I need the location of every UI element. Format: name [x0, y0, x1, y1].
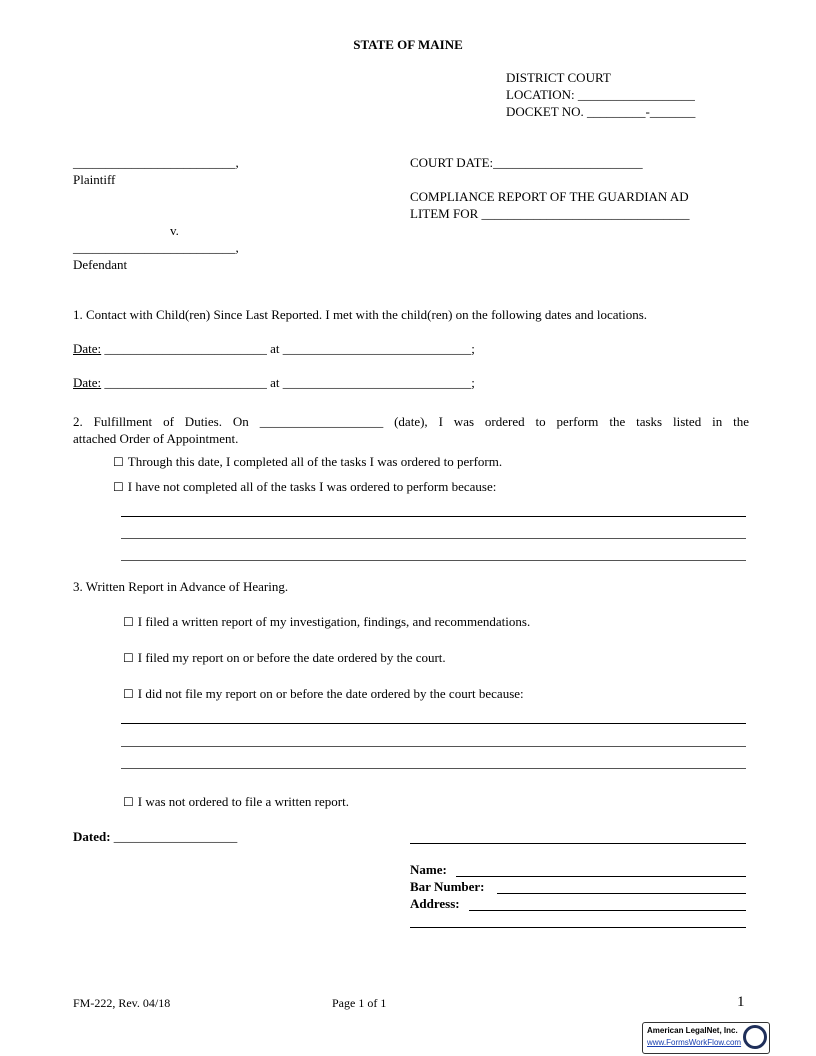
document-title-line2[interactable]: LITEM FOR ________________________________ [410, 206, 690, 221]
checkbox-icon[interactable]: ☐ [113, 480, 124, 494]
at-label: at [270, 375, 280, 390]
publisher-link[interactable]: www.FormsWorkFlow.com [647, 1038, 742, 1047]
duties-not-completed-option[interactable] [113, 479, 496, 495]
page-indicator: Page 1 of 1 [332, 996, 387, 1010]
plaintiff-label: Plaintiff [73, 172, 116, 187]
docket-number-field[interactable]: DOCKET NO. _________-_______ [506, 104, 696, 119]
section2-heading-line1: 2. Fulfillment of Duties. On ___________________ (date), I was ordered to perform the tasks listed in the [73, 414, 749, 429]
reason-line[interactable] [121, 746, 746, 747]
dated-field[interactable]: ___________________ [113, 829, 238, 844]
checkbox-icon[interactable]: ☐ [123, 615, 134, 629]
checkbox-icon[interactable]: ☐ [123, 651, 134, 665]
reason-line[interactable] [121, 723, 746, 724]
report-filed-label: I filed a written report of my investigation, findings, and recommendations. [137, 614, 531, 629]
at-label: at [270, 341, 280, 356]
reason-line[interactable] [121, 538, 746, 539]
bar-number-field[interactable] [497, 893, 746, 894]
not-ordered-option[interactable] [123, 794, 349, 810]
name-field[interactable] [456, 876, 746, 877]
section3-heading: 3. Written Report in Advance of Hearing. [73, 579, 289, 594]
address-label: Address: [410, 896, 460, 911]
report-late-option[interactable] [123, 686, 524, 702]
report-on-time-option[interactable] [123, 650, 446, 666]
plaintiff-name-field[interactable]: _________________________, [73, 155, 239, 170]
publisher-name: American LegalNet, Inc. [647, 1026, 738, 1035]
date-field[interactable]: _________________________ [104, 341, 267, 356]
document-title-line1: COMPLIANCE REPORT OF THE GUARDIAN AD [410, 189, 689, 204]
not-ordered-label: I was not ordered to file a written report. [137, 794, 349, 809]
form-id: FM-222, Rev. 04/18 [73, 996, 171, 1010]
duties-not-completed-label: I have not completed all of the tasks I was ordered to perform because: [127, 479, 497, 494]
checkbox-icon[interactable]: ☐ [123, 795, 134, 809]
publisher-logo[interactable] [642, 1022, 770, 1054]
date-label: Date: [73, 375, 102, 390]
name-label: Name: [410, 862, 447, 877]
form-state-title: STATE OF MAINE [353, 37, 463, 52]
checkbox-icon[interactable]: ☐ [123, 687, 134, 701]
dated-row [73, 829, 237, 845]
defendant-name-field[interactable]: _________________________, [73, 240, 239, 255]
location-field[interactable]: _____________________________; [282, 375, 475, 390]
checkbox-icon[interactable]: ☐ [113, 455, 124, 469]
date-label: Date: [73, 341, 102, 356]
court-date-field[interactable]: COURT DATE:_______________________ [410, 155, 643, 170]
duties-completed-label: Through this date, I completed all of the tasks I was ordered to perform. [127, 454, 503, 469]
reason-line[interactable] [121, 560, 746, 561]
court-name: DISTRICT COURT [506, 70, 611, 85]
defendant-label: Defendant [73, 257, 128, 272]
address-field-line2[interactable] [410, 927, 746, 928]
section2-heading-line2: attached Order of Appointment. [73, 431, 239, 446]
contact-row-2 [73, 375, 475, 391]
date-field[interactable]: _________________________ [104, 375, 267, 390]
section1-heading: 1. Contact with Child(ren) Since Last Reported. I met with the child(ren) on the following dates and locations. [73, 307, 648, 322]
location-field[interactable]: LOCATION: __________________ [506, 87, 695, 102]
versus-label: v. [170, 223, 179, 238]
bar-number-label: Bar Number: [410, 879, 485, 894]
dated-label: Dated: [73, 829, 111, 844]
location-field[interactable]: _____________________________; [282, 341, 475, 356]
signature-line[interactable] [410, 843, 746, 844]
report-late-label: I did not file my report on or before the date ordered by the court because: [137, 686, 524, 701]
publisher-logo-icon [743, 1025, 767, 1049]
reason-line[interactable] [121, 516, 746, 517]
page-number: 1 [737, 994, 745, 1010]
contact-row-1 [73, 341, 475, 357]
report-filed-option[interactable] [123, 614, 530, 630]
duties-completed-option[interactable] [113, 454, 502, 470]
reason-line[interactable] [121, 768, 746, 769]
address-field[interactable] [469, 910, 746, 911]
report-on-time-label: I filed my report on or before the date ordered by the court. [137, 650, 446, 665]
